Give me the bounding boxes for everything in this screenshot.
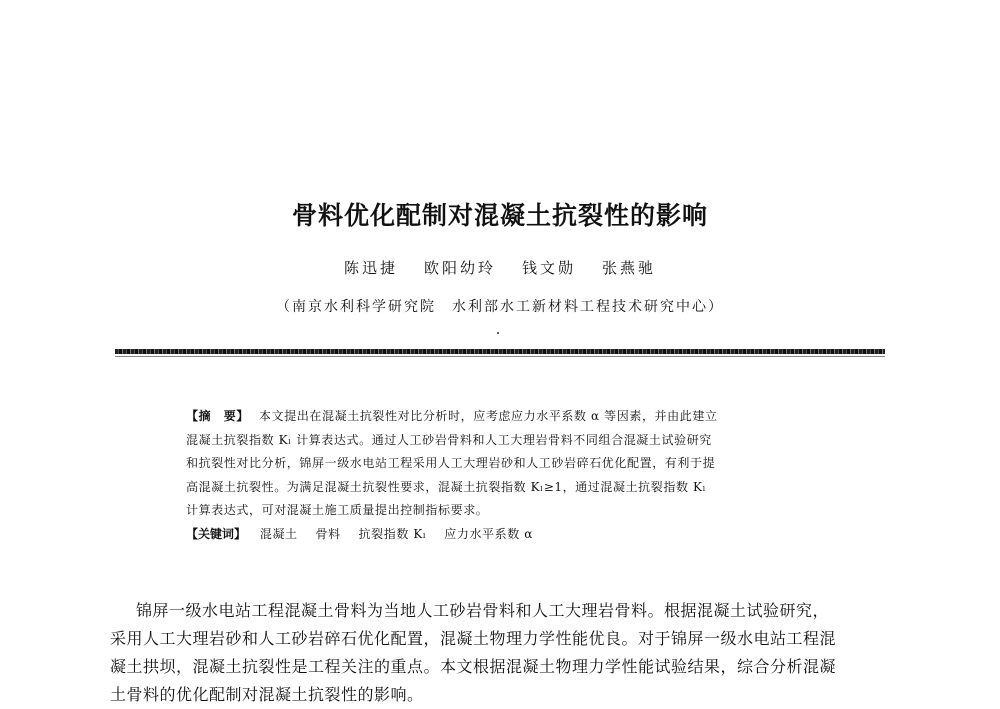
header-divider-thin — [115, 356, 885, 357]
body-line: 凝土拱坝，混凝土抗裂性是工程关注的重点。本文根据混凝土物理力学性能试验结果，综合分析混凝 — [110, 657, 837, 676]
header-divider — [115, 349, 885, 354]
speck — [497, 332, 499, 334]
body-line: 土骨料的优化配制对混凝土抗裂性的影响。 — [110, 685, 424, 704]
keywords-row — [186, 523, 826, 547]
affiliation: （南京水利科学研究院 水利部水工新材料工程技术研究中心） — [276, 299, 724, 315]
abstract-line — [186, 405, 826, 429]
abstract-line: 计算表达式，可对混凝土施工质量提出控制指标要求。 — [186, 503, 489, 517]
author-name: 张燕驰 — [602, 259, 657, 277]
abstract-line: 和抗裂性对比分析，锦屏一级水电站工程采用人工大理岩砂和人工砂岩碎石优化配置，有利于提 — [186, 456, 716, 470]
body-line: 锦屏一级水电站工程混凝土骨料为当地人工砂岩骨料和人工大理岩骨料。根据混凝土试验研究， — [136, 601, 830, 620]
keyword: 骨料 — [315, 526, 341, 541]
keyword: 混凝土 — [259, 526, 298, 541]
author-name: 钱文勋 — [522, 259, 577, 277]
body-paragraph — [110, 597, 900, 709]
abstract-text: 本文提出在混凝土抗裂性对比分析时，应考虑应力水平系数 α 等因素，并由此建立 — [259, 409, 718, 423]
author-name: 陈迅捷 — [343, 259, 398, 277]
abstract-label: 【摘 要】 — [186, 409, 250, 423]
abstract-line: 混凝土抗裂指数 Kₗ 计算表达式。通过人工砂岩骨料和人工大理岩骨料不同组合混凝土试验研究 — [186, 432, 712, 447]
author-name: 欧阳幼玲 — [423, 259, 496, 277]
author-list — [0, 257, 1000, 278]
abstract-block — [186, 405, 826, 546]
abstract-line: 高混凝土抗裂性。为满足混凝土抗裂性要求，混凝土抗裂指数 Kₗ≥1，通过混凝土抗裂指数 Kₗ — [186, 479, 707, 494]
keywords-label: 【关键词】 — [186, 526, 247, 541]
body-line: 采用人工大理岩砂和人工砂岩碎石优化配置，混凝土物理力学性能优良。对于锦屏一级水电站工程混 — [110, 629, 837, 648]
keyword: 应力水平系数 α — [444, 526, 533, 541]
keyword: 抗裂指数 Kₗ — [358, 526, 427, 541]
paper-title: 骨料优化配制对混凝土抗裂性的影响 — [291, 201, 708, 230]
